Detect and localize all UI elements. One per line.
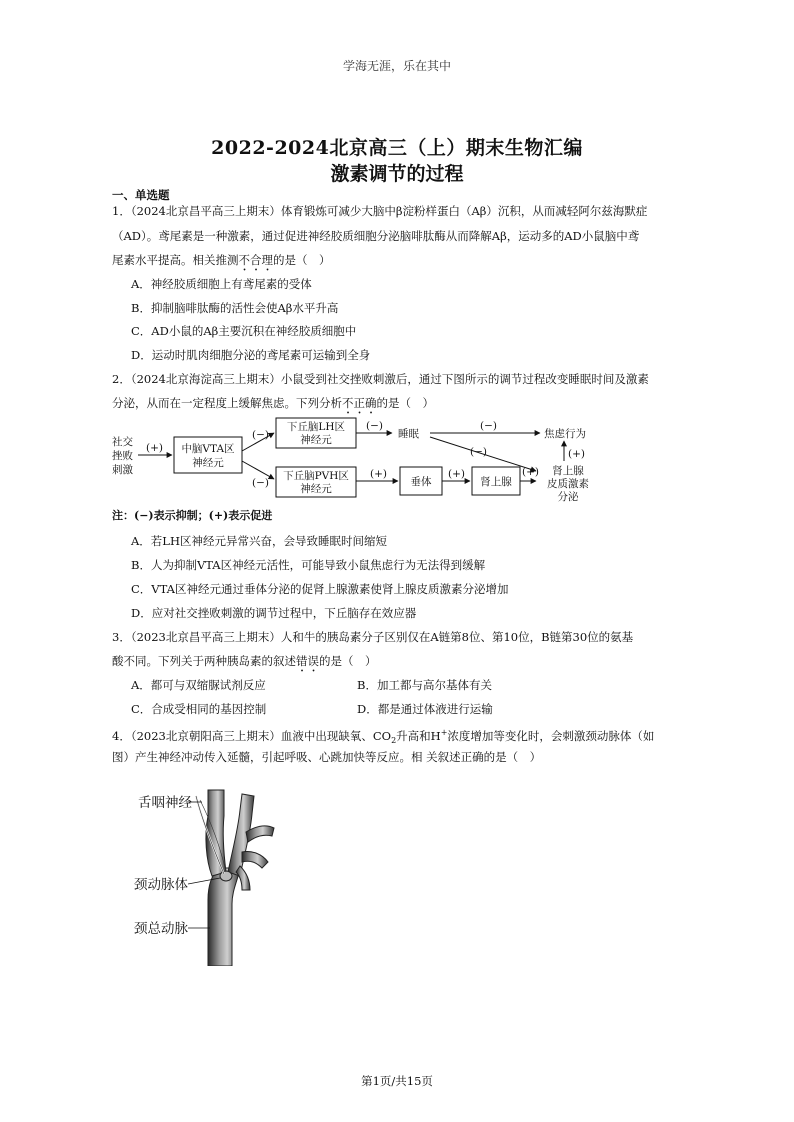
sign-cortex-anxiety: (+) xyxy=(568,448,585,460)
stimulus-label-1: 社交 xyxy=(112,436,133,448)
sign-pvh-pituitary: (+) xyxy=(370,468,387,480)
sign-vta-pvh: (−) xyxy=(252,477,269,489)
cortex-label-1: 肾上腺 xyxy=(552,465,584,477)
side-branch-2 xyxy=(242,851,268,868)
sign-sleep-cortex: (−) xyxy=(470,446,487,458)
q1-option-c: C．AD小鼠的Aβ主要沉积在神经胶质细胞中 xyxy=(131,324,357,338)
q2-diagram-note: 注：(−)表示抑制；(+)表示促进 xyxy=(112,509,273,522)
q1-stem-line1: 1．（2024北京昌平高三上期末）体育锻炼可减少大脑中β淀粉样蛋白（Aβ）沉积，从而减轻阿尔兹海默症 xyxy=(112,204,648,218)
carotid-body xyxy=(220,871,232,881)
internal-carotid-artery xyxy=(206,790,226,876)
page-title: 2022-2024北京高三（上）期末生物汇编 xyxy=(211,137,583,159)
page-footer: 第1页/共15页 xyxy=(361,1074,433,1088)
sign-adrenal-cortex: (+) xyxy=(522,466,539,478)
q3-emphasis: 错误 xyxy=(296,654,319,668)
label-carotid-body: 颈动脉体 xyxy=(134,877,188,893)
cortex-label-2: 皮质激素 xyxy=(547,478,589,490)
stimulus-label-3: 刺激 xyxy=(112,464,133,476)
lh-label-1: 下丘脑LH区 xyxy=(286,421,346,433)
q2-stem-line2: 分泌，从而在一定程度上缓解焦虑。下列分析不正确的是（ ） xyxy=(112,396,434,410)
q1-option-b: B．抑制脑啡肽酶的活性会使Aβ水平升高 xyxy=(131,301,339,315)
vta-label-1: 中脑VTA区 xyxy=(181,443,235,455)
q3-option-a: A．都可与双缩脲试剂反应 xyxy=(131,678,266,692)
sign-stimulus-vta: (+) xyxy=(146,442,163,454)
vta-label-2: 神经元 xyxy=(192,457,224,469)
page-subtitle: 激素调节的过程 xyxy=(330,163,464,185)
q2-emphasis: 不正确 xyxy=(342,396,377,410)
sign-sleep-anxiety: (−) xyxy=(480,420,497,432)
anxiety-label: 焦虑行为 xyxy=(544,428,586,440)
regulation-flow-diagram xyxy=(108,415,608,507)
q3-stem-line2: 酸不同。下列关于两种胰岛素的叙述错误的是（ ） xyxy=(112,654,377,668)
q2-option-a: A．若LH区神经元异常兴奋，会导致睡眠时间缩短 xyxy=(131,534,387,548)
pvh-label-2: 神经元 xyxy=(300,483,332,495)
side-branch-3 xyxy=(236,866,250,890)
q3-option-b: B．加工都与高尔基体有关 xyxy=(357,678,492,692)
q1-stem-line2: （AD）。鸢尾素是一种激素，通过促进神经胶质细胞分泌脑啡肽酶从而降解Aβ，运动多的AD小鼠脑中鸢 xyxy=(112,229,640,243)
pituitary-label: 垂体 xyxy=(410,476,432,488)
q2-option-d: D．应对社交挫败刺激的调节过程中，下丘脑存在效应器 xyxy=(131,606,417,620)
q3-stem-line1: 3．（2023北京昌平高三上期末）人和牛的胰岛素分子区别仅在A链第8位、第10位，B链第30位的氨基 xyxy=(112,630,634,644)
cortex-label-3: 分泌 xyxy=(557,491,579,503)
sign-pituitary-adrenal: (+) xyxy=(448,468,465,480)
stimulus-label-2: 挫败 xyxy=(112,450,133,462)
sign-vta-lh: (−) xyxy=(252,429,269,441)
sign-lh-sleep: (−) xyxy=(366,420,383,432)
section-heading: 一、单选题 xyxy=(112,188,170,202)
q4-stem-line1: 4．（2023北京朝阳高三上期末）血液中出现缺氧、$CO_2$升高和H+浓度增加等变化时，会刺激颈动脉体（如 xyxy=(112,728,655,746)
pvh-label-1: 下丘脑PVH区 xyxy=(283,470,349,482)
q2-option-c: C．VTA区神经元通过垂体分泌的促肾上腺激素使肾上腺皮质激素分泌增加 xyxy=(131,582,509,596)
q1-option-d: D．运动时肌肉细胞分泌的鸢尾素可运输到全身 xyxy=(131,348,371,362)
q4-stem-line2: 图）产生神经冲动传入延髓，引起呼吸、心跳加快等反应。相 关叙述正确的是（ ） xyxy=(112,750,542,764)
q3-option-d: D．都是通过体液进行运输 xyxy=(357,702,493,716)
q3-option-c: C．合成受相同的基因控制 xyxy=(131,702,267,716)
lh-label-2: 神经元 xyxy=(300,434,332,446)
header-motto: 学海无涯，乐在其中 xyxy=(342,59,451,73)
q1-option-a: A．神经胶质细胞上有鸢尾素的受体 xyxy=(131,277,312,291)
adrenal-label: 肾上腺 xyxy=(480,476,512,488)
sleep-label: 睡眠 xyxy=(398,428,419,440)
label-glossopharyngeal-nerve: 舌咽神经 xyxy=(138,795,192,811)
carotid-body-figure xyxy=(128,780,288,966)
q2-stem-line1: 2．（2024北京海淀高三上期末）小鼠受到社交挫败刺激后，通过下图所示的调节过程改变睡眠时间及激素 xyxy=(112,372,649,386)
common-carotid-artery xyxy=(208,868,240,966)
label-common-carotid: 颈总动脉 xyxy=(134,921,188,937)
q1-stem-line3: 尾素水平提高。相关推测不合理的是（ ） xyxy=(112,253,331,267)
q1-emphasis: 不合理 xyxy=(238,253,273,267)
q2-option-b: B．人为抑制VTA区神经元活性，可能导致小鼠焦虑行为无法得到缓解 xyxy=(131,558,486,572)
